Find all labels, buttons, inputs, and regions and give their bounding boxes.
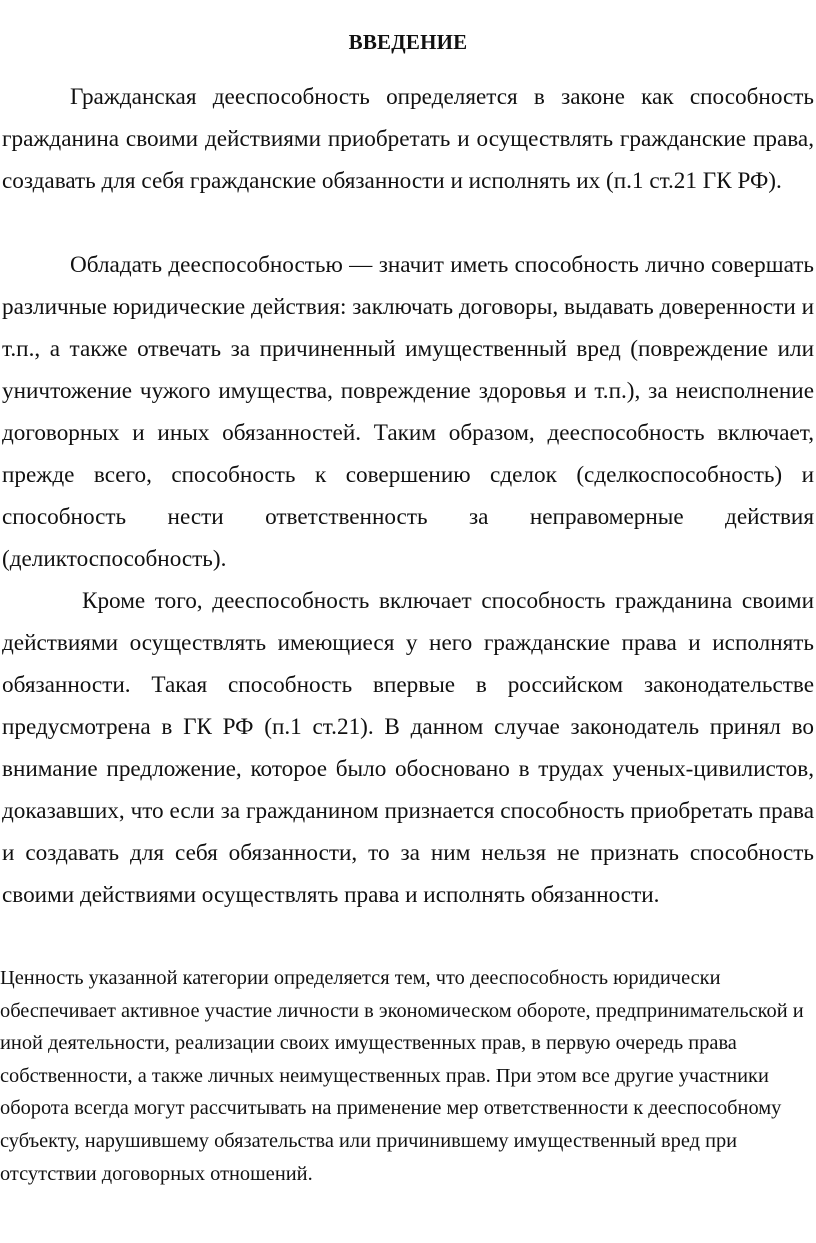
page-title: ВВЕДЕНИЕ (348, 30, 468, 54)
paragraph-1: Гражданская дееспособность определяется в законе как способность гражданина своими действиями приобретать и осуществлять гражданские права, создавать для себя гражданские обязанности и исполнять их (п.1 ст.21 ГК РФ). (2, 84, 814, 194)
paragraph-4: Ценность указанной категории определяется тем, что дееспособность юридически обеспечивает активное участие личности в экономическом обороте, предпринимательской и иной деятельности, реализации своих имущественных прав, в первую очередь права собственности, а также личных неимущественных прав. При этом все другие участники оборота всегда могут рассчитывать на применение мер ответственности к дееспособному субъекту, нарушившему обязательства или причинившему имущественный вред при отсутствии договорных отношений. (0, 967, 804, 1185)
paragraph-3: Кроме того, дееспособность включает способность гражданина своими действиями осуществлять имеющиеся у него гражданские права и исполнять обязанности. Такая способность впервые в российском законодательстве предусмотрена в ГК РФ (п.1 ст.21). В данном случае законодатель принял во внимание предложение, которое было обосновано в трудах ученых-цивилистов, доказавших, что если за гражданином признается способность приобретать права и создавать для себя обязанности, то за ним нельзя не признать способность своими действиями осуществлять права и исполнять обязанности. (2, 588, 814, 908)
paragraph-2: Обладать дееспособностью — значит иметь способность лично совершать различные юридические действия: заключать договоры, выдавать доверенности и т.п., а также отвечать за причиненный имущественный вред (повреждение или уничтожение чужого имущества, повреждение здоровья и т.п.), за неисполнение договорных и иных обязанностей. Таким образом, дееспособность включает, прежде всего, способность к совершению сделок (сделкоспособность) и способность нести ответственность за неправомерные действия (деликтоспособность). (2, 252, 814, 572)
